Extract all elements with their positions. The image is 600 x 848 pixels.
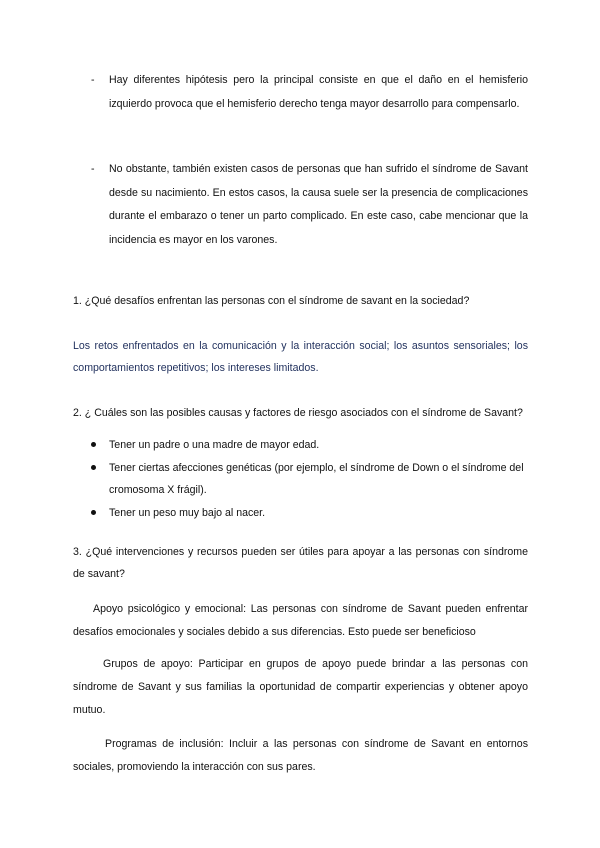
answer-1: Los retos enfrentados en la comunicación y la interacción social; los asuntos sensoriales; los comportamientos repetitivos; los intereses limitados. bbox=[73, 340, 528, 374]
risk-factors-list bbox=[91, 434, 528, 524]
question-3: 3. ¿Qué intervenciones y recursos pueden ser útiles para apoyar a las personas con síndrome de savant? bbox=[73, 546, 528, 580]
dash-list-item bbox=[91, 69, 528, 116]
question-2: 2. ¿ Cuáles son las posibles causas y factores de riesgo asociados con el síndrome de Savant? bbox=[73, 407, 523, 419]
paragraph-support-psych: Apoyo psicológico y emocional: Las personas con síndrome de Savant pueden enfrentar desafíos emocionales y sociales debido a sus diferencias. Esto puede ser beneficioso bbox=[73, 603, 528, 638]
dash-list-item bbox=[91, 158, 528, 252]
list-item: Tener un peso muy bajo al nacer. bbox=[91, 502, 528, 525]
dash-item-text: No obstante, también existen casos de personas que han sufrido el síndrome de Savant desde su nacimiento. En estos casos, la causa suele ser la presencia de complicaciones durante el embarazo o tener un parto complicado. En este caso, cabe mencionar que la incidencia es mayor en los varones. bbox=[109, 163, 528, 246]
paragraph-inclusion-programs: Programas de inclusión: Incluir a las personas con síndrome de Savant en entornos sociales, promoviendo la interacción con sus pares. bbox=[73, 738, 528, 773]
list-item: Tener ciertas afecciones genéticas (por ejemplo, el síndrome de Down o el síndrome del cromosoma X frágil). bbox=[91, 457, 528, 502]
question-1: 1. ¿Qué desafíos enfrentan las personas con el síndrome de savant en la sociedad? bbox=[73, 295, 470, 307]
list-item: Tener un padre o una madre de mayor edad. bbox=[91, 434, 528, 457]
dash-item-text: Hay diferentes hipótesis pero la principal consiste en que el daño en el hemisferio izquierdo provoca que el hemisferio derecho tenga mayor desarrollo para compensarlo. bbox=[109, 74, 528, 110]
paragraph-support-groups: Grupos de apoyo: Participar en grupos de apoyo puede brindar a las personas con síndrome de Savant y sus familias la oportunidad de compartir experiencias y obtener apoyo mutuo. bbox=[73, 658, 528, 716]
dash-marker: - bbox=[91, 74, 95, 86]
dash-marker: - bbox=[91, 163, 95, 175]
